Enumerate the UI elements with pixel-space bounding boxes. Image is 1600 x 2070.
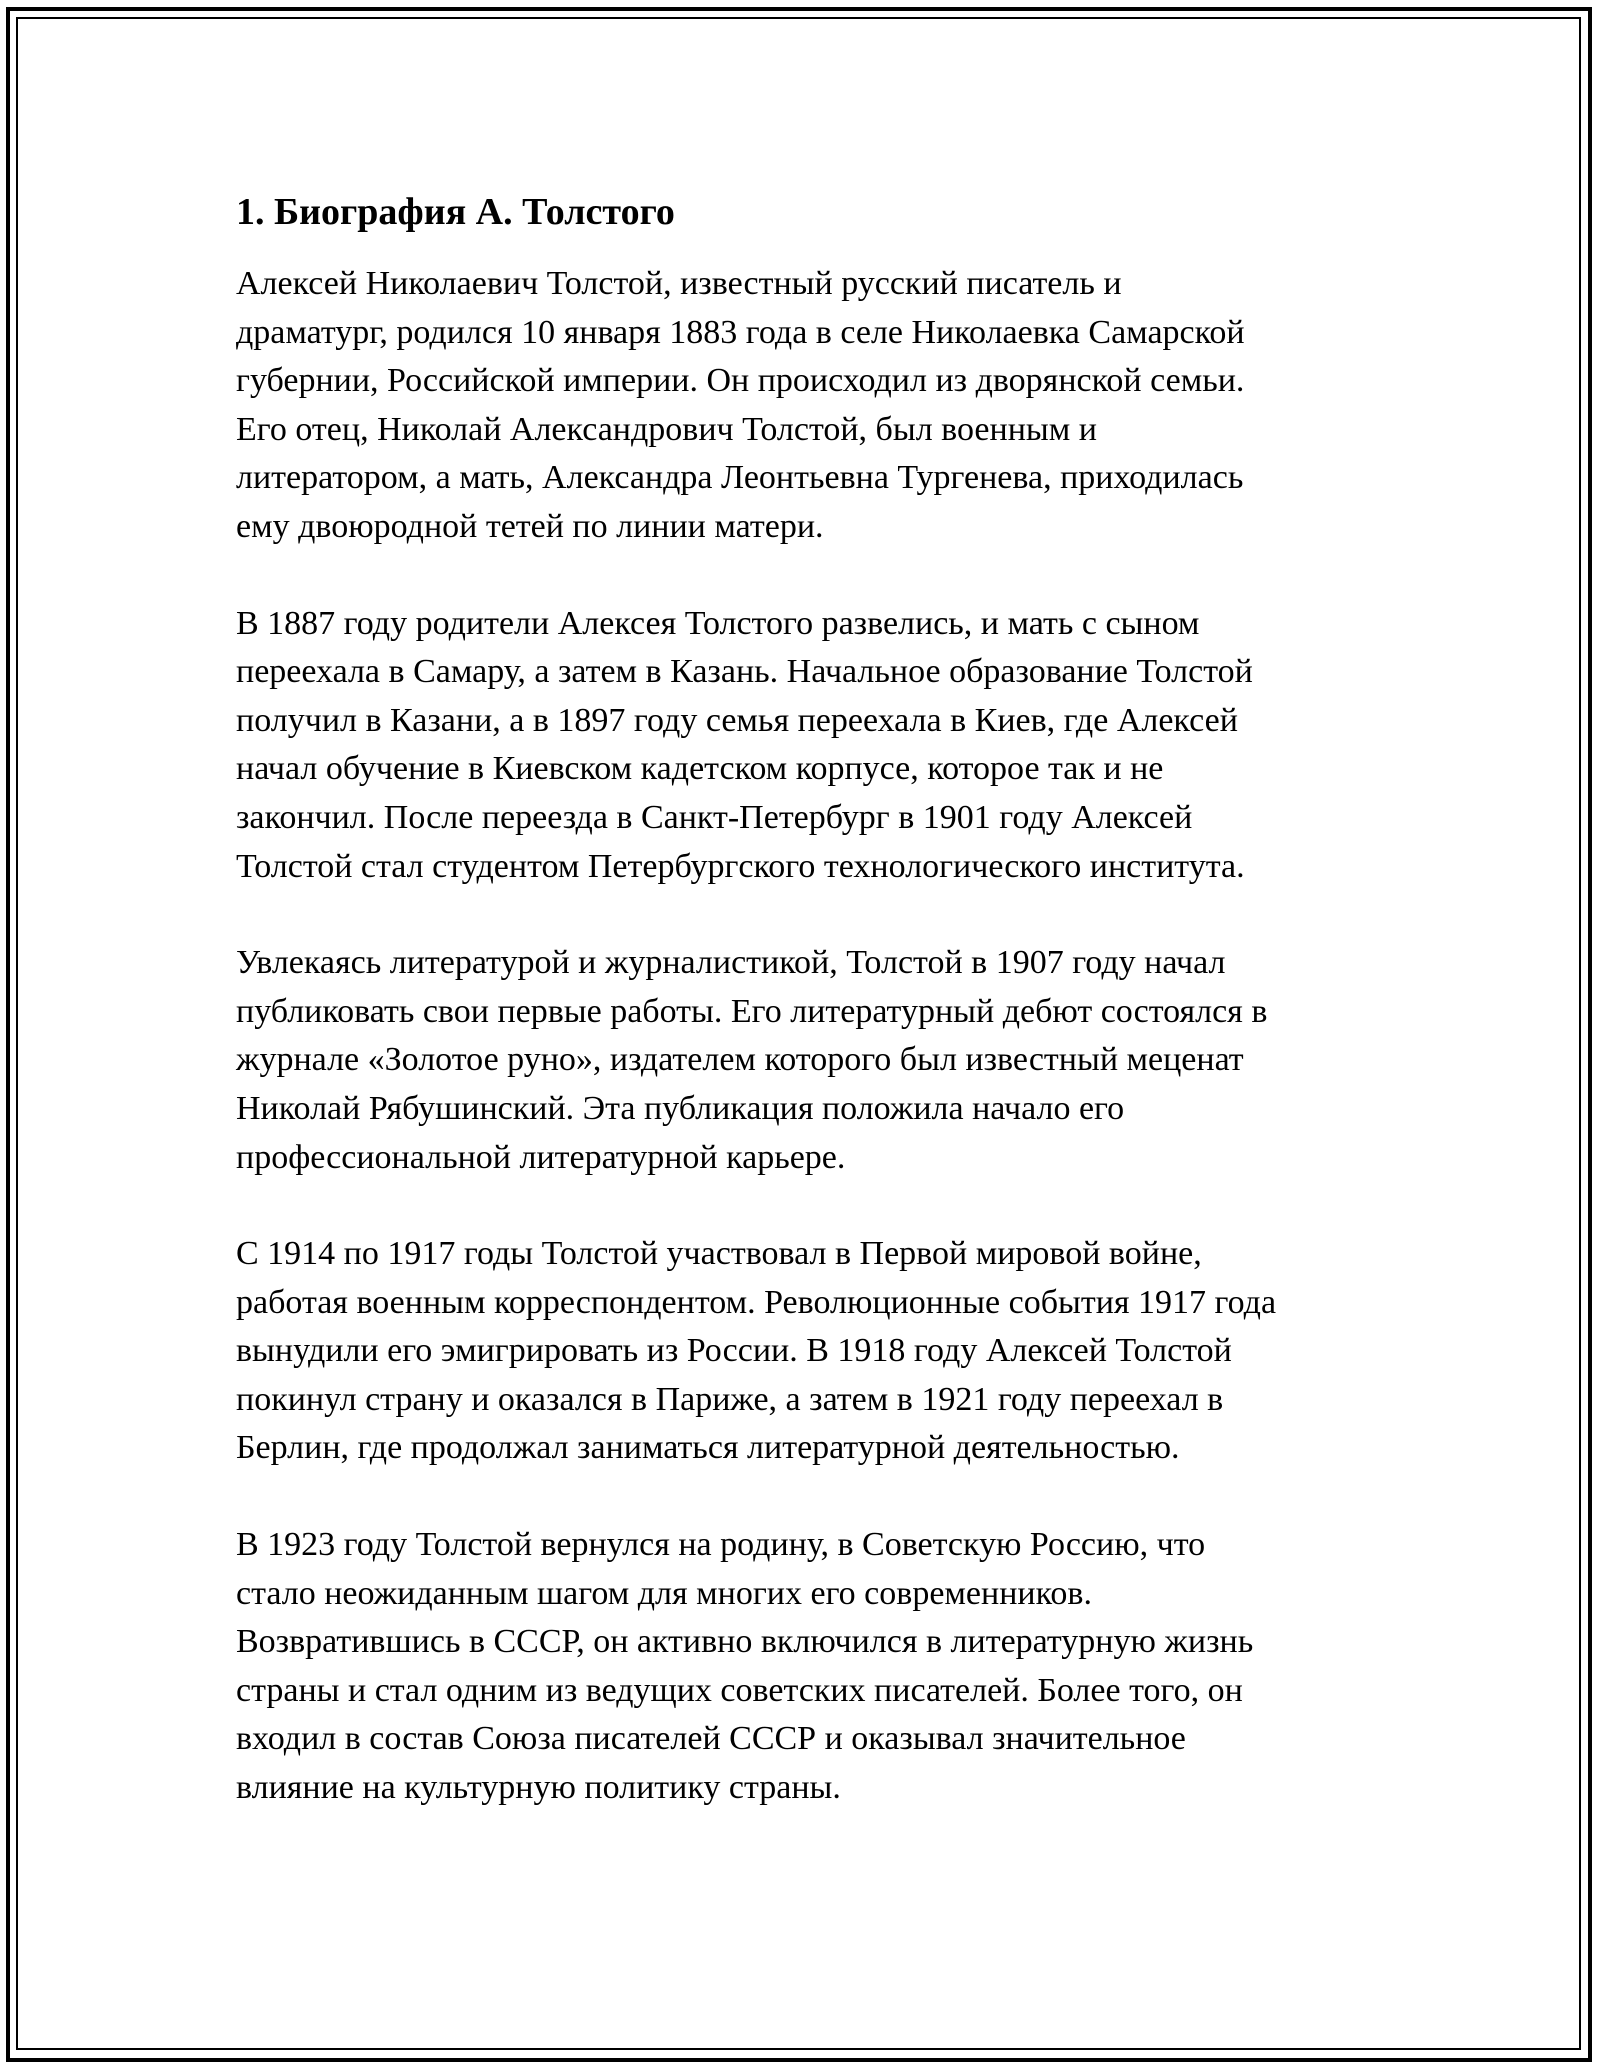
section-heading: 1. Биография А. Толстого bbox=[236, 191, 675, 233]
paragraph-4: С 1914 по 1917 годы Толстой участвовал в Первой мировой войне, работая военным корреспондентом. Революционные события 1917 года вынудили его эмигрировать из России. В 1918 году Алексей Толстой покинул страну и оказался в Париже, а затем в 1921 году переехал в Берлин, где продолжал заниматься литературной деятельностью. bbox=[236, 1235, 1277, 1467]
document-body bbox=[236, 188, 1406, 1861]
paragraph-5: В 1923 году Толстой вернулся на родину, в Советскую Россию, что стало неожиданным шагом для многих его современников. Возвратившись в СССР, он активно включился в литературную жизнь страны и стал одним из ведущих советских писателей. Более того, он входил в состав Союза писателей СССР и оказывал значительное влияние на культурную политику страны. bbox=[236, 1526, 1254, 1807]
paragraph-3: Увлекаясь литературой и журналистикой, Толстой в 1907 году начал публиковать свои первые работы. Его литературный дебют состоялся в журнале «Золотое руно», издателем которого был известный меценат Николай Рябушинский. Эта публикация положила начало его профессиональной литературной карьере. bbox=[236, 944, 1268, 1176]
paragraph-1: Алексей Николаевич Толстой, известный русский писатель и драматург, родился 10 января 1883 года в селе Николаевка Самарской губернии, Российской империи. Он происходил из дворянской семьи. Его отец, Николай Александрович Толстой, был военным и литератором, а мать, Александра Леонтьевна Тургенева, приходилась ему двоюродной тетей по линии матери. bbox=[236, 265, 1245, 545]
paragraph-2: В 1887 году родители Алексея Толстого развелись, и мать с сыном переехала в Самару, а затем в Казань. Начальное образование Толстой получил в Казани, а в 1897 году семья переехала в Киев, где Алексей начал обучение в Киевском кадетском корпусе, которое так и не закончил. После переезда в Санкт-Петербург в 1901 году Алексей Толстой стал студентом Петербургского технологического института. bbox=[236, 604, 1253, 885]
